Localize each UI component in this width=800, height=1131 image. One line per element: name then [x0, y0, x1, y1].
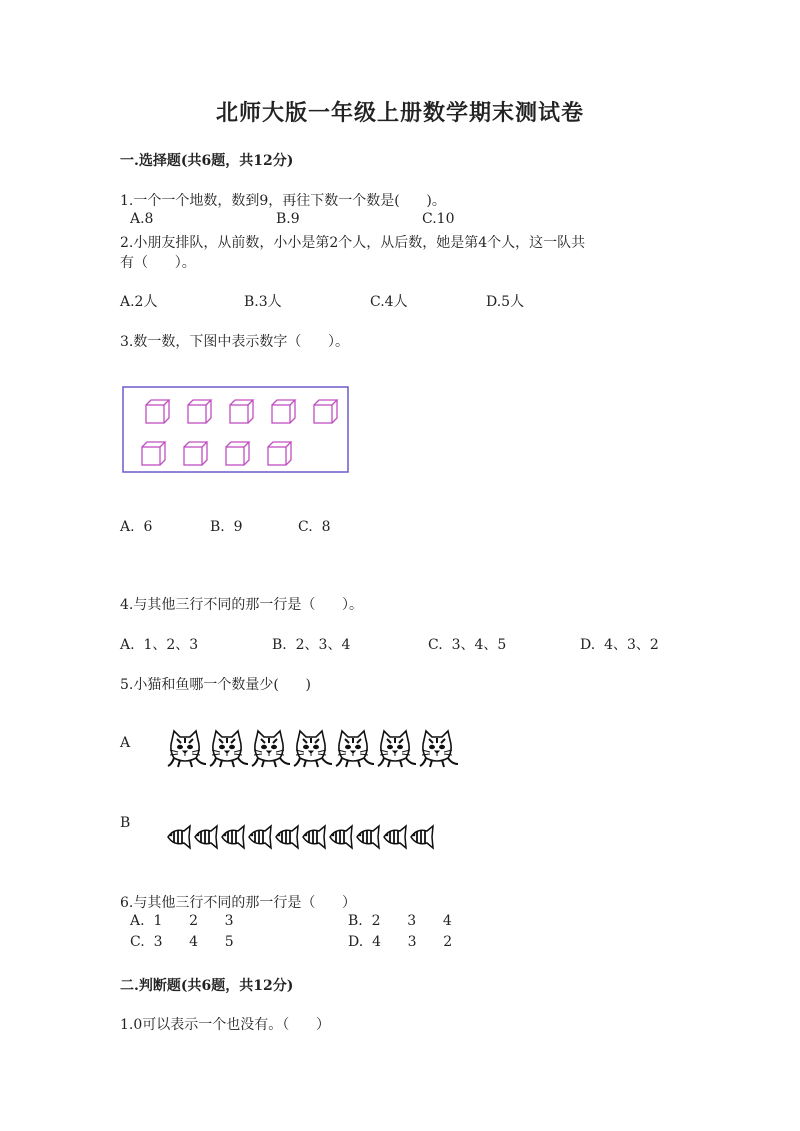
q4-option-d: D. 4、3、2: [580, 637, 659, 653]
q6-option-d: D. 4 3 2: [348, 934, 453, 950]
q3-option-c: C. 8: [298, 519, 331, 535]
cube-icon: [188, 400, 211, 423]
cat-icon: [294, 731, 332, 767]
fish-icon: [303, 826, 325, 848]
fish-icon: [195, 826, 217, 848]
fish-icon: [276, 826, 298, 848]
cat-row: [164, 728, 468, 772]
q6-option-a: A. 1 2 3: [130, 913, 234, 929]
fish-row: [164, 822, 442, 852]
q2-option-b: B.3人: [244, 294, 282, 310]
q1-option-b: B.9: [276, 211, 300, 227]
q2-option-a: A.2人: [120, 294, 158, 310]
q2-option-c: C.4人: [370, 294, 408, 310]
q3-option-b: B. 9: [210, 519, 243, 535]
section-1-heading: 一.选择题(共6题，共12分): [120, 153, 294, 169]
fish-icon: [330, 826, 352, 848]
q6-option-c: C. 3 4 5: [130, 934, 234, 950]
q1-option-c: C.10: [422, 211, 455, 227]
page-title: 北师大版一年级上册数学期末测试卷: [215, 100, 584, 126]
fish-icon: [357, 826, 379, 848]
cat-icon: [378, 731, 416, 767]
question-1: 1.一个一个地数，数到9，再往下数一个数是( )。: [120, 193, 446, 209]
section-2-heading: 二.判断题(共6题，共12分): [120, 978, 294, 994]
cube-icon: [314, 400, 337, 423]
cube-icon: [268, 442, 291, 465]
cube-icon: [230, 400, 253, 423]
cube-icon: [146, 400, 169, 423]
cube-figure: [122, 386, 350, 474]
q3-option-a: A. 6: [120, 519, 153, 535]
cat-icon: [420, 731, 458, 767]
cat-icon: [168, 731, 206, 767]
fish-icon: [222, 826, 244, 848]
question-5: 5.小猫和鱼哪一个数量少( ): [120, 677, 311, 693]
question-6: 6.与其他三行不同的那一行是（ ）: [120, 895, 357, 911]
fish-icon: [249, 826, 271, 848]
q4-option-b: B. 2、3、4: [272, 637, 351, 653]
fish-icon: [384, 826, 406, 848]
fish-icon: [411, 826, 433, 848]
q5-row-a-label: A: [120, 735, 131, 751]
q4-option-a: A. 1、2、3: [120, 637, 199, 653]
q2-option-d: D.5人: [486, 294, 525, 310]
question-2-line-2: 有（ ）。: [120, 255, 196, 271]
cat-icon: [252, 731, 290, 767]
question-2-line-1: 2.小朋友排队，从前数，小小是第2个人，从后数，她是第4个人，这一队共: [120, 235, 586, 251]
cat-icon: [336, 731, 374, 767]
cube-icon: [142, 442, 165, 465]
cube-icon: [226, 442, 249, 465]
fish-icon: [168, 826, 190, 848]
question-4: 4.与其他三行不同的那一行是（ ）。: [120, 597, 364, 613]
q1-option-a: A.8: [130, 211, 154, 227]
q4-option-c: C. 3、4、5: [428, 637, 507, 653]
question-3: 3.数一数，下图中表示数字（ ）。: [120, 334, 350, 350]
judgement-1: 1.0可以表示一个也没有。（ ）: [120, 1017, 330, 1033]
cube-icon: [184, 442, 207, 465]
cube-icon: [272, 400, 295, 423]
cat-icon: [210, 731, 248, 767]
q5-row-b-label: B: [120, 815, 131, 831]
q6-option-b: B. 2 3 4: [348, 913, 452, 929]
